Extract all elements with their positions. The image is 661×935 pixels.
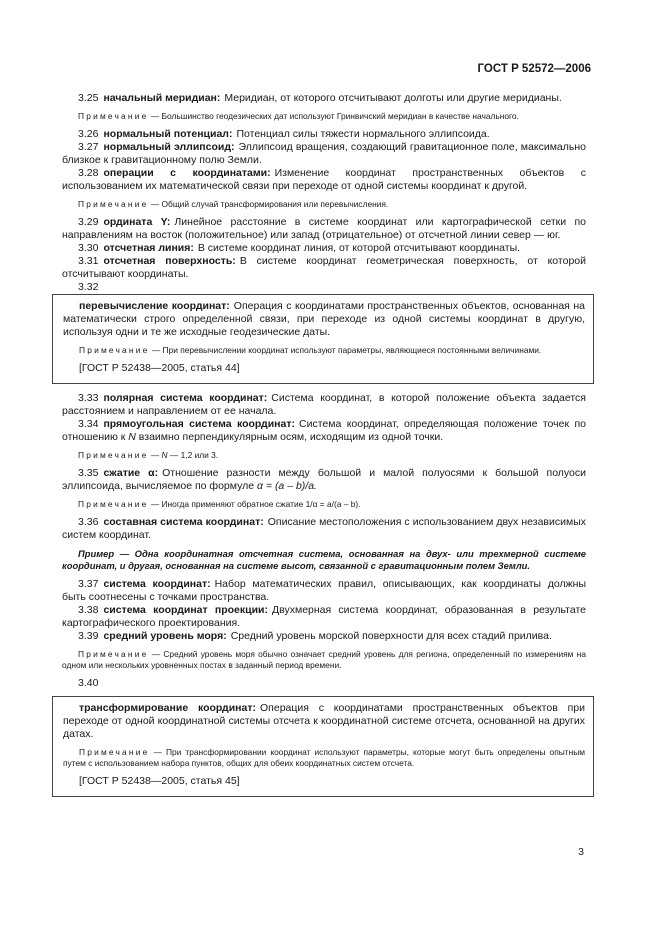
- note-3-40: [63, 747, 585, 769]
- page-number: 3: [578, 846, 584, 858]
- term-3-40-number: [62, 677, 586, 690]
- term-definition: Изменение координат пространственных объектов с использованием их математической связи при переходе от одной системы координат к другой.: [62, 167, 586, 192]
- term-definition: Средний уровень морской поверхности для всех стадий прилива.: [230, 630, 552, 642]
- term-3-40-box: [52, 696, 594, 797]
- note-text: — При перевычислении координат используют параметры, являющиеся постоянными величинами.: [151, 345, 542, 355]
- note-text: — При трансформировании координат используют параметры, которые могут быть определены опытным путем с использованием набора пунктов, общих для обеих координатных систем отсчета.: [63, 747, 585, 768]
- term-3-40: [63, 702, 585, 741]
- term-name: полярная система координат:: [103, 392, 268, 404]
- term-3-34: [62, 418, 586, 444]
- term-name: отсчетная линия:: [103, 242, 194, 254]
- note-label: Примечание: [79, 747, 150, 757]
- term-name: нормальный потенциал:: [103, 128, 233, 140]
- note-3-39: [62, 649, 586, 671]
- term-name: составная система координат:: [103, 516, 264, 528]
- note-label: Примечание: [78, 450, 149, 460]
- note-text: — 1,2 или 3.: [167, 450, 219, 460]
- term-number: 3.40: [78, 677, 99, 689]
- term-number: 3.32: [78, 281, 99, 293]
- page-content: [62, 92, 586, 797]
- note-label: Примечание: [78, 649, 149, 659]
- note-label: Примечание: [79, 345, 150, 355]
- term-name: операции с координатами:: [103, 167, 271, 179]
- term-3-38: [62, 604, 586, 630]
- term-number: 3.27: [78, 141, 99, 153]
- term-number: 3.34: [78, 418, 99, 430]
- note-3-34: Примечание — N — 1,2 или 3.: [78, 450, 219, 460]
- term-3-29: [62, 216, 586, 242]
- note-variable: N: [161, 450, 168, 460]
- term-number: 3.35: [78, 467, 99, 479]
- note-3-32: [63, 345, 585, 356]
- term-definition: Двухмерная система координат, образованная в результате картографического проектирования.: [62, 604, 586, 629]
- note-label: Примечание: [78, 111, 149, 121]
- term-3-36: [62, 516, 586, 542]
- term-name: начальный меридиан:: [103, 92, 221, 104]
- term-3-31: [62, 255, 586, 281]
- note-3-35: [62, 499, 586, 510]
- term-name: сжатие α:: [103, 467, 159, 479]
- term-definition-variable: N: [128, 431, 136, 443]
- term-3-27: [62, 141, 586, 167]
- term-name: прямоугольная система координат:: [103, 418, 296, 430]
- term-3-39: [62, 630, 586, 643]
- reference-3-40: [ГОСТ Р 52438—2005, статья 45]: [79, 775, 240, 787]
- term-number: 3.39: [78, 630, 99, 642]
- term-definition-start: Система координат, определяющая положение точек по отношению к: [62, 418, 586, 443]
- reference-3-32: [ГОСТ Р 52438—2005, статья 44]: [79, 362, 240, 374]
- term-name: нормальный эллипсоид:: [103, 141, 235, 153]
- term-number: 3.25: [78, 92, 99, 104]
- term-number: 3.29: [78, 216, 99, 228]
- term-definition: Потенциал силы тяжести нормального эллипсоида.: [236, 128, 490, 140]
- example-3-36: Пример — Одна координатная отсчетная система, основанная на двух- или трехмерной системе координат, и другая, основанная на системе высот, связанной с гравитационным полем Земли.: [62, 548, 586, 571]
- term-3-32: [63, 300, 585, 339]
- term-number: 3.30: [78, 242, 99, 254]
- term-definition: Меридиан, от которого отсчитывают долготы или другие меридианы.: [224, 92, 562, 104]
- formula: α = (a – b)/a.: [256, 480, 317, 492]
- term-name: отсчетная поверхность:: [103, 255, 236, 267]
- term-number: 3.28: [78, 167, 99, 179]
- term-3-32-box: [52, 294, 594, 384]
- term-definition: В системе координат линия, от которой отсчитывают координаты.: [197, 242, 521, 254]
- term-definition: Операция с координатами пространственных объектов, основанная на математически строго определенной связи, при переходе из одной системы координат в другую, используя одни и те же исходные геодезические даты.: [63, 300, 585, 338]
- term-definition: Набор математических правил, описывающих, как координаты должны быть соотнесены с точками пространства.: [62, 578, 586, 603]
- note-text: — Общий случай трансформирования или перевычисления.: [150, 199, 389, 209]
- term-name: перевычисление координат:: [79, 300, 230, 312]
- term-name: система координат:: [103, 578, 211, 590]
- note-label: Примечание: [78, 499, 149, 509]
- term-3-26: [62, 128, 586, 141]
- term-name: трансформирование координат:: [79, 702, 256, 714]
- term-definition: Эллипсоид вращения, создающий гравитационное поле, максимально близкое к гравитационному полю Земли.: [62, 141, 586, 166]
- term-definition: Операция с координатами пространственных объектов при переходе от одной координатной системы отсчета к координатной системе отсчета, основанной на других датах.: [63, 702, 585, 740]
- term-3-30: [62, 242, 586, 255]
- term-name: система координат проекции:: [103, 604, 269, 616]
- note-3-25: [62, 111, 586, 122]
- term-3-37: [62, 578, 586, 604]
- note-text: — Иногда применяют обратное сжатие 1/α = a/(a – b).: [150, 499, 361, 509]
- term-name: ордината Y:: [103, 216, 171, 228]
- note-text: — Большинство геодезических дат используют Гринвичский меридиан в качестве начального.: [150, 111, 519, 121]
- note-3-28: [62, 199, 586, 210]
- term-name: средний уровень моря:: [103, 630, 227, 642]
- term-number: 3.33: [78, 392, 99, 404]
- term-definition: В системе координат геометрическая поверхность, от которой отсчитывают координаты.: [62, 255, 586, 280]
- term-3-35: [62, 467, 586, 493]
- term-definition-end: взаимно перпендикулярным осям, исходящим из одной точки.: [135, 431, 444, 443]
- term-definition: Система координат, в которой положение объекта задается расстоянием и направлением от ее начала.: [62, 392, 586, 417]
- term-number: 3.26: [78, 128, 99, 140]
- note-text: — Средний уровень моря обычно означает средний уровень для региона, определенный по измерениям на одном или нескольких уровненных постах в заданный период времени.: [62, 649, 586, 670]
- term-3-32-number: [62, 281, 586, 294]
- term-definition: Отношение разности между большой и малой полуосями к большой полуоси эллипсоида, вычисляемое по формуле: [62, 467, 587, 492]
- term-definition: Линейное расстояние в системе координат или картографической сетки по направлениям на восток (положительное) или запад (отрицательное) от отсчетной линии север — юг.: [62, 216, 586, 241]
- term-number: 3.38: [78, 604, 99, 616]
- document-header: ГОСТ Р 52572—2006: [477, 63, 591, 75]
- term-number: 3.31: [78, 255, 99, 267]
- term-3-28: [62, 167, 586, 193]
- note-label: Примечание: [78, 199, 149, 209]
- term-number: 3.36: [78, 516, 99, 528]
- term-3-33: [62, 392, 586, 418]
- term-number: 3.37: [78, 578, 99, 590]
- term-definition: Описание местоположения с использованием двух независимых систем координат.: [62, 516, 586, 541]
- term-3-25: [62, 92, 586, 105]
